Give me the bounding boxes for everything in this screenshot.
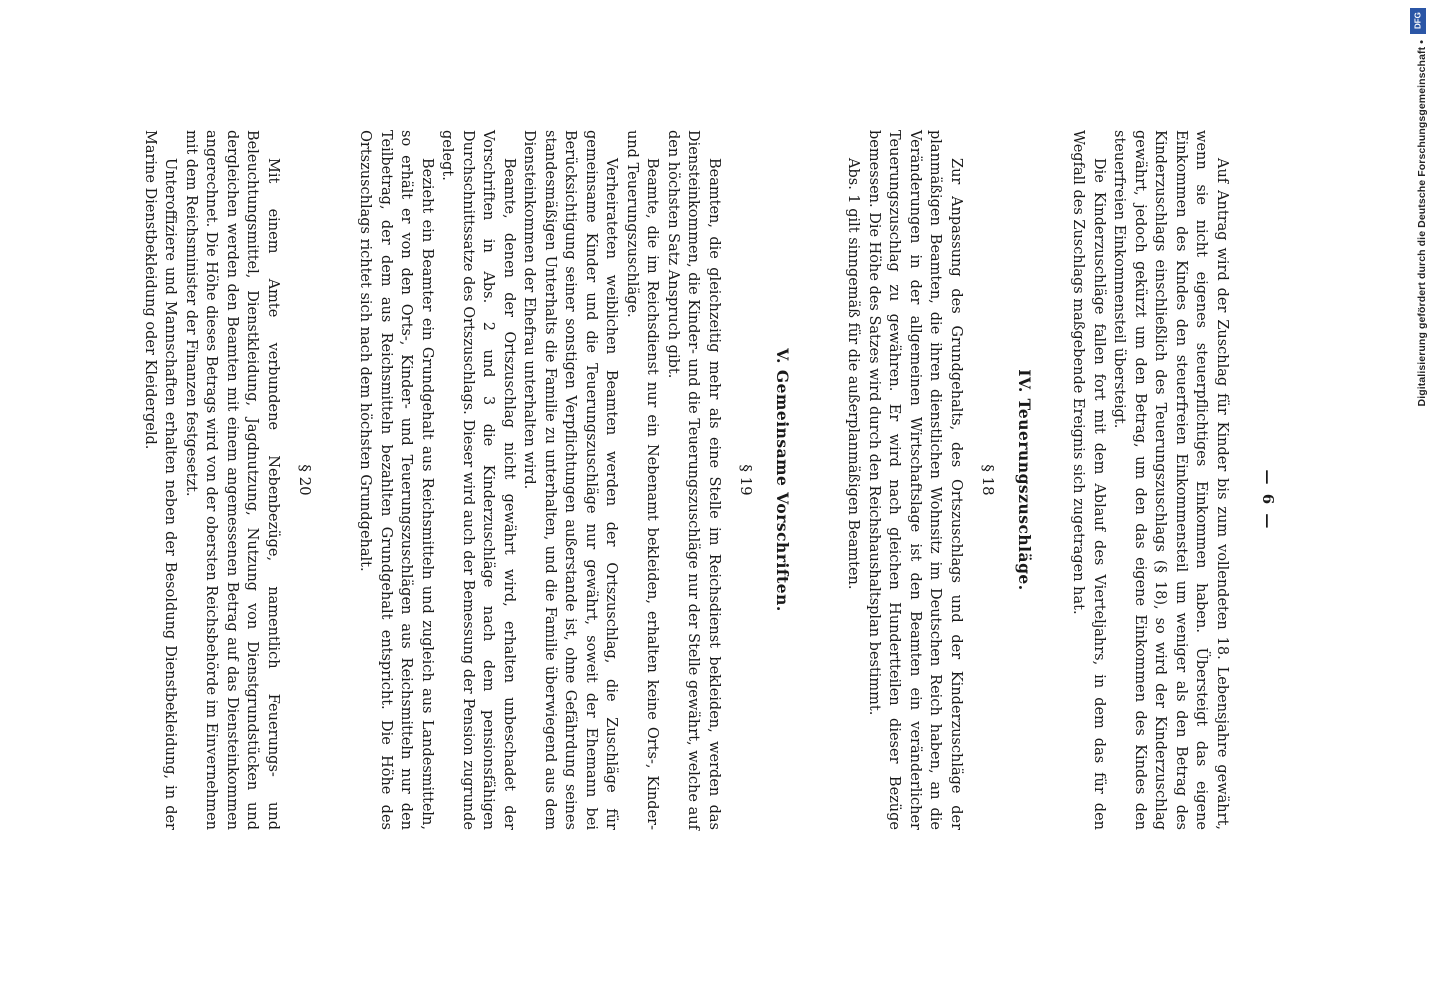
paragraph: Abs. 1 gilt sinngemäß für die außerplanmäßigen Beamten. — [845, 158, 862, 590]
dfg-logo: DFG — [1410, 8, 1426, 34]
paragraph: Beamte, denen der Ortszuschlag nicht gewährt wird, erhalten unbeschadet der Vorschriften in Abs. 2 und 3 die Kinderzuschläge nach dem pensionsfähigen Durchschnittssatze des Ortszuschlags. Dieser wird auch der Bemessung der Pension zugrunde gelegt. — [439, 130, 517, 830]
section-20-text — [140, 130, 284, 830]
section-19-title: § 19 — [737, 464, 755, 496]
digitization-credit: Digitalisierung gefördert durch die Deutsche Forschungsgemeinschaft • — [1416, 40, 1428, 407]
section-18-title: § 18 — [979, 464, 997, 496]
paragraph: Auf Antrag wird der Zuschlag für Kinder bis zum vollendeten 18. Lebensjahre gewährt, wenn sie nicht eigenes steuerpflichtiges Einkommen haben. Übersteigt das eigene Einkommen des Kindes den steuerfreien Einkommensteil um weniger als den Betrag des Kinderzuschlags einschließlich des Teuerungszuschlags (§ 18), so wird der Kinderzuschlag gewährt, jedoch gekürzt um den Betrag, um den das eigene Einkommen des Kindes den steuerfreien Einkommensteil übersteigt. — [1111, 130, 1230, 830]
section-19-text — [355, 130, 724, 830]
paragraph: Unteroffiziere und Mannschaften erhalten neben der Besoldung Dienstbekleidung, in der Marine Dienstbekleidung oder Kleidergeld. — [142, 130, 179, 830]
section-18-text — [843, 130, 966, 830]
section-20-title: § 20 — [296, 464, 314, 496]
document-page — [90, 0, 1277, 1000]
paragraph: Mit einem Amte verbundene Nebenbezüge, namentlich Feuerungs- und Beleuchtungsmittel, Dienstkleidung, Jagdnutzung, Nutzung von Dienstgrundstücken und dergleichen werden den Beamten mit einem angemessenen Betrag auf das Diensteinkommen angerechnet. Die Höhe dieses Betrags wird von der obersten Reichsbehörde im Einvernehmen mit dem Reichsminister der Finanzen festgesetzt. — [183, 130, 281, 830]
paragraph: Beamten, die gleichzeitig mehr als eine Stelle im Reichsdienst bekleiden, werden das Diensteinkommen, die Kinder- und die Teuerungszuschläge nur der Stelle gewährt, welche auf den höchsten Satz Anspruch gibt. — [665, 130, 722, 830]
intro-text — [1068, 130, 1232, 830]
rotated-page — [90, 0, 1277, 1000]
page-number: — 6 — — [1259, 469, 1277, 531]
paragraph: Beamte, die im Reichsdienst nur ein Nebenamt bekleiden, erhalten keine Orts-, Kinder- und Teuerungszuschläge. — [624, 130, 661, 830]
paragraph: Verheirateten weiblichen Beamten werden der Ortszuschlag, die Zuschläge für gemeinsame Kinder und die Teuerungszuschläge nur gewährt, soweit der Ehemann bei Berücksichtigung seiner sonstigen Verpflichtungen außerstande ist, ohne Gefährdung seines standesmäßigen Unterhalts die Familie zu unterhalten, und die Familie überwiegend aus dem Diensteinkommen der Ehefrau unterhalten wird. — [521, 130, 620, 830]
paragraph: Zur Anpassung des Grundgehalts, des Ortszuschlags und der Kinderzuschläge der planmäßigen Beamten, die ihren dienstlichen Wohnsitz im Deutschen Reich haben, an die Veränderungen in der allgemeinen Wirtschaftslage ist den Beamten ein veränderlicher Teuerungszuschlag zu gewähren. Er wird nach gleichen Hundertteilen dieser Bezüge bemessen. Die Höhe des Satzes wird durch den Reichshaushaltsplan bestimmt. — [866, 130, 964, 830]
heading-iv: IV. Teuerungszuschläge. — [1015, 369, 1034, 591]
watermark-column — [1400, 0, 1434, 1000]
paragraph: Bezieht ein Beamter ein Grundgehalt aus Reichsmitteln und zugleich aus Landesmitteln, so erhält er von den Orts-, Kinder- und Teuerungszuschlägen aus Reichsmitteln nur den Teilbetrag, der dem aus Reichsmitteln bezahlten Grundgehalt entspricht. Die Höhe des Ortszuschlags richtet sich nach dem höchsten Grundgehalt. — [357, 130, 435, 830]
heading-v: V. Gemeinsame Vorschriften. — [773, 348, 792, 612]
paragraph: Die Kinderzuschläge fallen fort mit dem Ablauf des Vierteljahrs, in dem das für den Wegfall des Zuschlags maßgebende Ereignis sich zugetragen hat. — [1070, 130, 1107, 830]
